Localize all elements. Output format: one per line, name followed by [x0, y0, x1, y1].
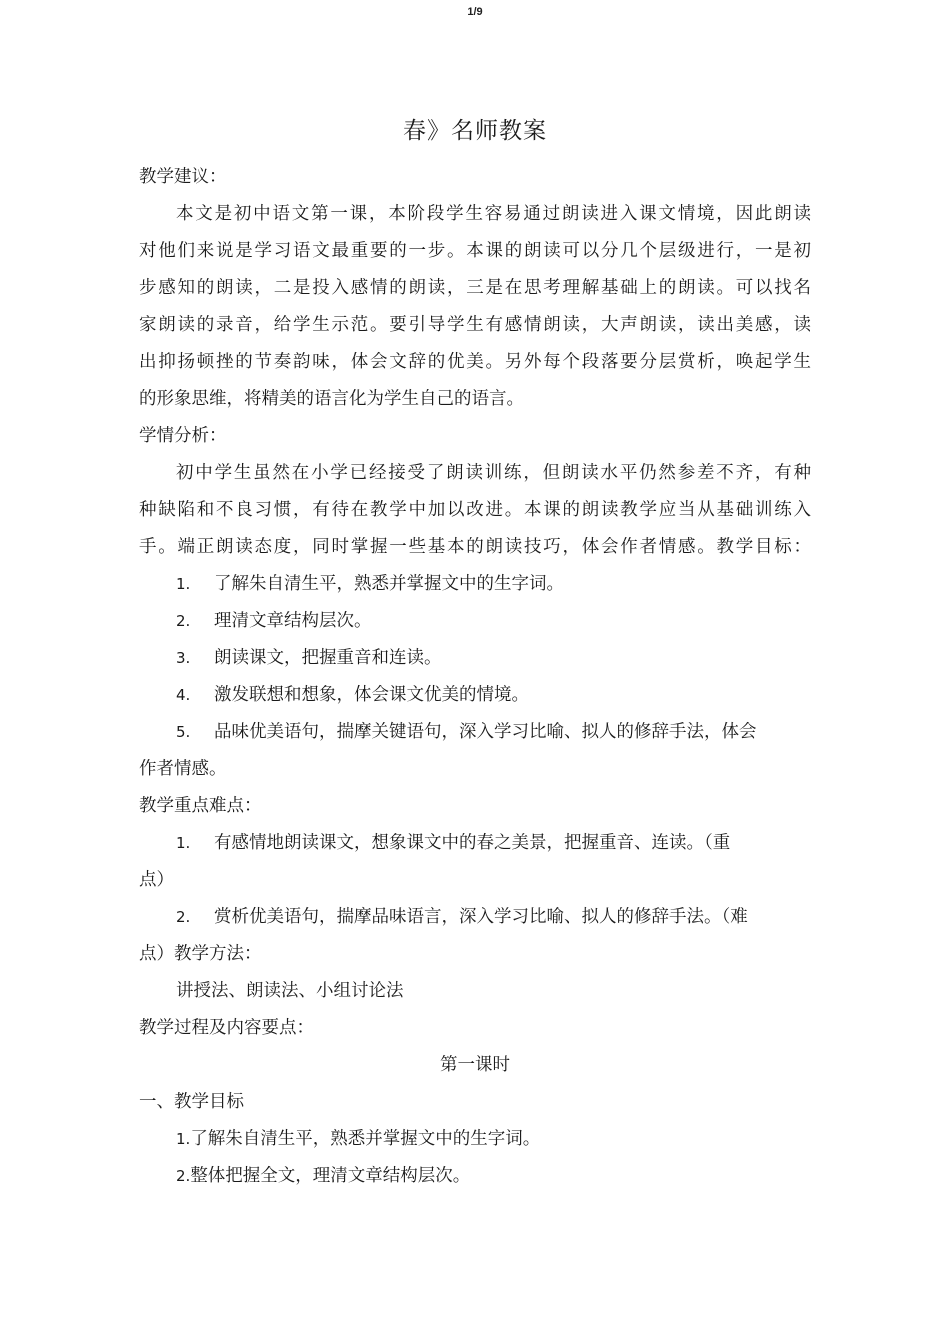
- goal-text: 朗读课文，把握重音和连读。: [214, 648, 442, 668]
- goal-number: 4.: [176, 686, 191, 704]
- paragraph-line: 步感知的朗读，二是投入感情的朗读，三是在思考理解基础上的朗读。可以找名: [139, 278, 811, 298]
- lesson-goal-number: 2.: [176, 1167, 191, 1185]
- lesson-title: 第一课时: [440, 1055, 510, 1075]
- goal-item: [139, 714, 811, 751]
- key-point-continuation: 点）教学方法：: [139, 944, 262, 964]
- goal-item: [139, 677, 811, 714]
- key-point-number: 1.: [176, 834, 191, 852]
- methods-text: 讲授法、朗读法、小组讨论法: [176, 981, 404, 1001]
- paragraph-line: 出抑扬顿挫的节奏韵味，体会文辞的优美。另外每个段落要分层赏析，唤起学生: [139, 352, 811, 372]
- key-point-item: [139, 825, 811, 862]
- key-point-number: 2.: [176, 908, 191, 926]
- page-number: 1/9: [467, 6, 483, 18]
- paragraph-line: 种缺陷和不良习惯，有待在教学中加以改进。本课的朗读教学应当从基础训练入: [139, 500, 811, 520]
- paragraph-line: 对他们来说是学习语文最重要的一步。本课的朗读可以分几个层级进行，一是初: [139, 241, 811, 261]
- goal-item: [139, 640, 811, 677]
- key-point-text: 有感情地朗读课文，想象课文中的春之美景，把握重音、连读。（重: [214, 833, 731, 853]
- goal-item: [139, 566, 811, 603]
- key-point-continuation: 点）: [139, 870, 174, 890]
- section-heading-process: 教学过程及内容要点：: [139, 1018, 314, 1038]
- goal-text: 了解朱自清生平，熟悉并掌握文中的生字词。: [214, 574, 564, 594]
- lesson-goal-number: 1.: [176, 1130, 191, 1148]
- lesson-goal-item: [139, 1158, 811, 1195]
- section-heading-analysis: 学情分析：: [139, 426, 227, 446]
- goal-item-continuation: 作者情感。: [139, 759, 227, 779]
- goal-item: [139, 603, 811, 640]
- paragraph-line: 本文是初中语文第一课，本阶段学生容易通过朗读进入课文情境，因此朗读: [176, 204, 811, 224]
- key-point-item: [139, 899, 811, 936]
- key-point-text: 赏析优美语句，揣摩品味语言，深入学习比喻、拟人的修辞手法。（难: [214, 907, 748, 927]
- goal-text: 品味优美语句，揣摩关键语句，深入学习比喻、拟人的修辞手法，体会: [214, 722, 757, 742]
- section-heading-suggestion: 教学建议：: [139, 167, 227, 187]
- section-heading-key-points: 教学重点难点：: [139, 796, 262, 816]
- paragraph-line: 手。端正朗读态度，同时掌握一些基本的朗读技巧，体会作者情感。教学目标：: [139, 537, 811, 557]
- lesson-goal-text: 了解朱自清生平，熟悉并掌握文中的生字词。: [190, 1129, 541, 1149]
- paragraph-line: 初中学生虽然在小学已经接受了朗读训练，但朗读水平仍然参差不齐，有种: [176, 463, 811, 483]
- section-heading-lesson-goals: 一、教学目标: [139, 1092, 244, 1112]
- goal-number: 5.: [176, 723, 191, 741]
- goal-text: 理清文章结构层次。: [214, 611, 372, 631]
- paragraph-line: 的形象思维，将精美的语言化为学生自己的语言。: [139, 389, 524, 409]
- goal-text: 激发联想和想象，体会课文优美的情境。: [214, 685, 529, 705]
- goal-number: 3.: [176, 649, 191, 667]
- goal-number: 2.: [176, 612, 191, 630]
- lesson-goal-text: 整体把握全文，理清文章结构层次。: [190, 1166, 471, 1186]
- goal-number: 1.: [176, 575, 191, 593]
- lesson-goal-item: [139, 1121, 811, 1158]
- document-title: 春》名师教案: [403, 118, 547, 144]
- document-body: [139, 159, 811, 1195]
- paragraph-line: 家朗读的录音，给学生示范。要引导学生有感情朗读，大声朗读，读出美感，读: [139, 315, 811, 335]
